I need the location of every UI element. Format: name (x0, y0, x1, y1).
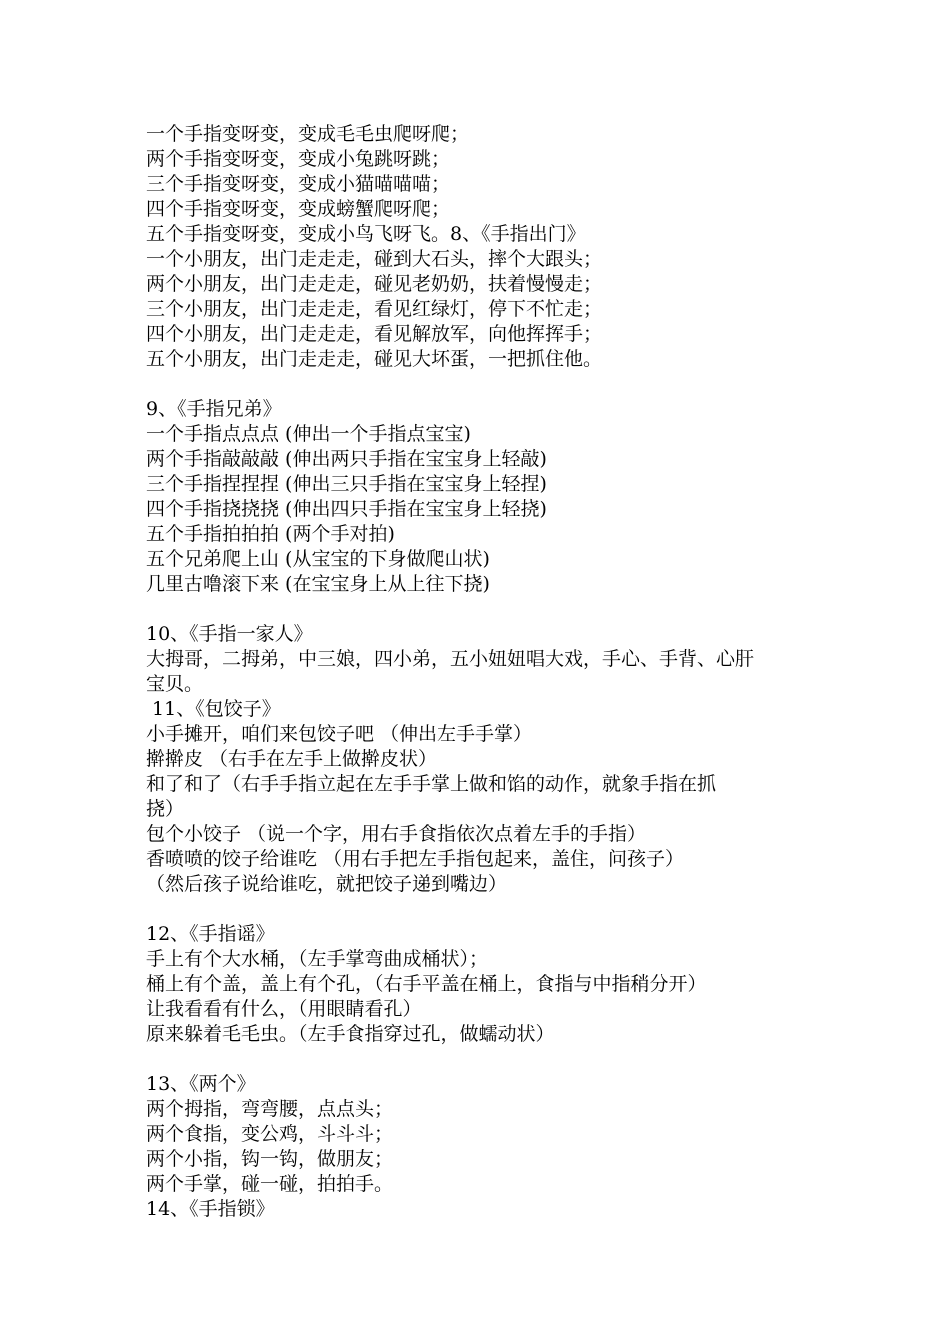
text-line: 宝贝。 (146, 673, 204, 695)
text-line: 两个食指，变公鸡，斗斗斗； (146, 1123, 394, 1145)
text-line: 五个手指拍拍拍 (两个手对拍) (146, 523, 395, 545)
blank-line (146, 1047, 826, 1072)
text-line: 五个小朋友，出门走走走，碰见大坏蛋，一把抓住他。 (146, 348, 603, 370)
section-heading: 9、《手指兄弟》 (146, 398, 282, 420)
section-heading: 14、《手指锁》 (146, 1198, 275, 1220)
text-line: 一个手指点点点 (伸出一个手指点宝宝) (146, 423, 471, 445)
document-body (146, 122, 826, 1222)
text-line: 小手摊开，咱们来包饺子吧 （伸出左手手掌） (146, 723, 533, 745)
text-line: 三个手指变呀变，变成小猫喵喵喵； (146, 173, 451, 195)
text-line: 两个拇指，弯弯腰，点点头； (146, 1098, 394, 1120)
text-line: 三个手指捏捏捏 (伸出三只手指在宝宝身上轻捏) (146, 473, 547, 495)
text-line: 原来躲着毛毛虫。（左手食指穿过孔，做蠕动状） (146, 1023, 555, 1045)
section-heading: 11、《包饺子》 (146, 698, 281, 720)
text-line: 擀擀皮 （右手在左手上做擀皮状） (146, 748, 438, 770)
text-line: 几里古噜滚下来 (在宝宝身上从上往下挠) (146, 573, 490, 595)
blank-line (146, 597, 826, 622)
text-line: 两个小指，钩一钩，做朋友； (146, 1148, 394, 1170)
text-line: 五个兄弟爬上山 (从宝宝的下身做爬山状) (146, 548, 490, 570)
text-line: 和了和了（右手手指立起在左手手掌上做和馅的动作，就象手指在抓 (146, 773, 717, 795)
text-line: 大拇哥，二拇弟，中三娘，四小弟，五小妞妞唱大戏，手心、手背、心肝 (146, 648, 755, 670)
text-line: （然后孩子说给谁吃，就把饺子递到嘴边） (146, 873, 508, 895)
text-line: 桶上有个盖，盖上有个孔，（右手平盖在桶上，食指与中指稍分开） (146, 973, 707, 995)
section-heading: 12、《手指谣》 (146, 923, 275, 945)
text-line: 两个手指敲敲敲 (伸出两只手指在宝宝身上轻敲) (146, 448, 547, 470)
text-line: 包个小饺子 （说一个字，用右手食指依次点着左手的手指） (146, 823, 647, 845)
text-line: 手上有个大水桶，（左手掌弯曲成桶状）； (146, 948, 489, 970)
text-line: 四个手指变呀变，变成螃蟹爬呀爬； (146, 198, 451, 220)
text-line: 五个手指变呀变，变成小鸟飞呀飞。8、《手指出门》 (146, 223, 586, 245)
text-line: 三个小朋友，出门走走走，看见红绿灯，停下不忙走； (146, 298, 603, 320)
text-line: 香喷喷的饺子给谁吃 （用右手把左手指包起来，盖住，问孩子） (146, 848, 685, 870)
text-line: 四个手指挠挠挠 (伸出四只手指在宝宝身上轻挠) (146, 498, 547, 520)
text-line: 挠） (146, 798, 185, 820)
text-line: 两个手掌，碰一碰，拍拍手。 (146, 1173, 394, 1195)
text-line: 一个手指变呀变，变成毛毛虫爬呀爬； (146, 123, 470, 145)
text-line: 四个小朋友，出门走走走，看见解放军，向他挥挥手； (146, 323, 603, 345)
blank-line (146, 372, 826, 397)
section-heading: 10、《手指一家人》 (146, 623, 313, 645)
blank-line (146, 897, 826, 922)
text-line: 两个小朋友，出门走走走，碰见老奶奶，扶着慢慢走； (146, 273, 603, 295)
text-line: 让我看看有什么，（用眼睛看孔） (146, 998, 422, 1020)
text-line: 两个手指变呀变，变成小兔跳呀跳； (146, 148, 451, 170)
text-line: 一个小朋友，出门走走走，碰到大石头，摔个大跟头； (146, 248, 603, 270)
section-heading: 13、《两个》 (146, 1073, 256, 1095)
